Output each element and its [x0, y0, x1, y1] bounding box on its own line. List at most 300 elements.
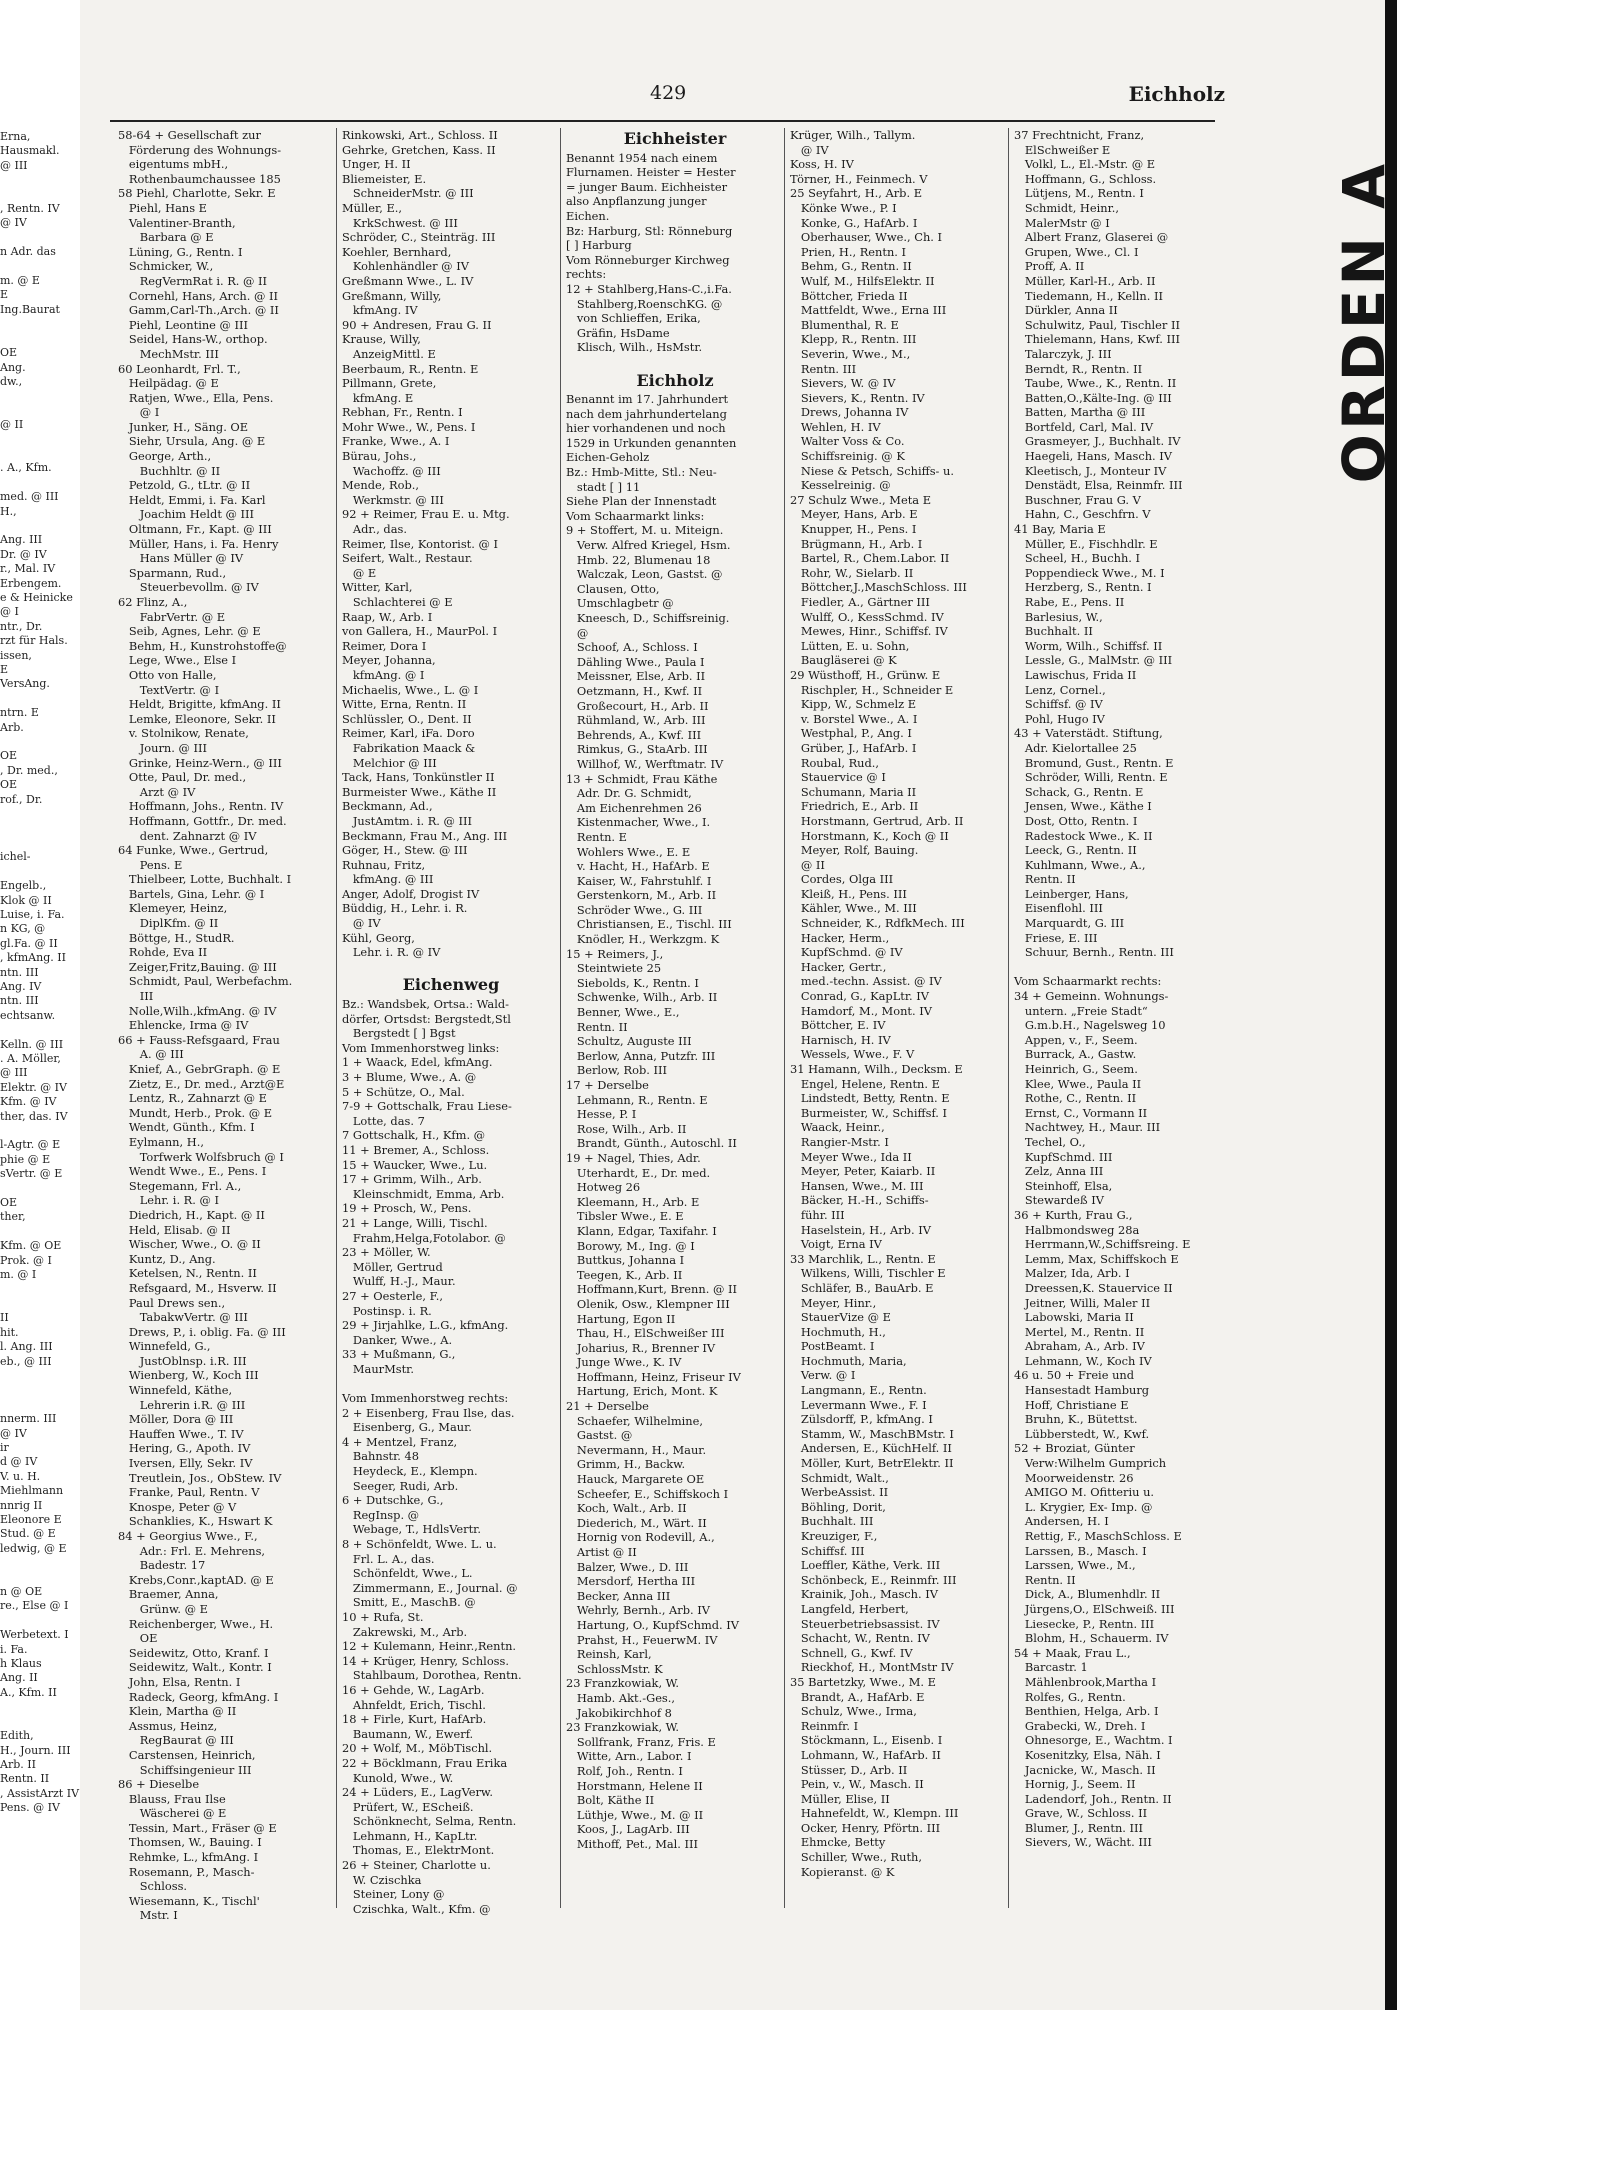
directory-line: Scheel, H., Buchh. I — [1014, 551, 1141, 566]
directory-line: Hartung, O., KupfSchmd. IV — [566, 1617, 740, 1632]
directory-line: Eisenberg, G., Maur. — [342, 1420, 472, 1435]
directory-line: Hans Müller @ IV — [118, 551, 244, 566]
directory-line: Bz.: Hmb-Mitte, Stl.: Neu- — [566, 465, 717, 480]
directory-line: Engel, Helene, Rentn. E — [790, 1076, 940, 1091]
directory-line: Artist @ II — [566, 1545, 637, 1559]
directory-line: Diedrich, H., Kapt. @ II — [118, 1207, 265, 1222]
directory-line: Kleinschmidt, Emma, Arb. — [342, 1186, 505, 1201]
fragment-line: E — [0, 663, 9, 677]
directory-line: dent. Zahnarzt @ IV — [118, 828, 257, 843]
directory-line: Rühmland, W., Arb. III — [566, 713, 706, 728]
directory-line: Verw:Wilhelm Gumprich — [1014, 1456, 1167, 1471]
directory-line: Zimmermann, E., Journal. @ — [342, 1580, 518, 1595]
fragment-line: A., Kfm. II — [0, 1685, 57, 1699]
directory-line: Grasmeyer, J., Buchhalt. IV — [1014, 434, 1181, 449]
directory-line: Larssen, Wwe., M., — [1014, 1558, 1136, 1573]
directory-line: @ I — [118, 405, 160, 420]
directory-line: Rabe, E., Pens. II — [1014, 595, 1125, 609]
directory-line: Wienberg, W., Koch III — [118, 1368, 259, 1383]
directory-line: 33 + Mußmann, G., — [342, 1347, 456, 1362]
directory-line: Ohnesorge, E., Wachtm. I — [1014, 1733, 1173, 1748]
directory-line: Seeger, Rudi, Arb. — [342, 1478, 459, 1493]
fragment-line: m. @ I — [0, 1268, 37, 1282]
directory-line: = junger Baum. Eichheister — [566, 179, 728, 194]
directory-line: Gehrke, Gretchen, Kass. II — [342, 142, 496, 157]
directory-line: Grave, W., Schloss. II — [1014, 1806, 1148, 1821]
directory-line: Mersdorf, Hertha III — [566, 1574, 696, 1589]
directory-line: 25 Seyfahrt, H., Arb. E — [790, 186, 923, 201]
directory-line: Petzold, G., tLtr. @ II — [118, 478, 251, 493]
directory-line: 12 + Stahlberg,Hans-C.,i.Fa. — [566, 281, 732, 296]
directory-line: Sievers, W. @ IV — [790, 376, 896, 391]
directory-line: Lehmann, H., KapLtr. — [342, 1828, 478, 1843]
directory-line: Jacnicke, W., Masch. II — [1014, 1762, 1156, 1777]
directory-line: Lenz, Cornel., — [1014, 682, 1106, 697]
directory-line: Lege, Wwe., Else I — [118, 653, 237, 668]
directory-line: Böttge, H., StudR. — [118, 930, 235, 945]
directory-line: Meyer, Rolf, Bauing. — [790, 843, 919, 858]
directory-line: Ocker, Henry, Pförtn. III — [790, 1820, 941, 1835]
directory-line: John, Elsa, Rentn. I — [118, 1674, 241, 1689]
directory-line: Buttkus, Johanna I — [566, 1253, 685, 1268]
edge-text: ORDEN A — [1330, 160, 1398, 484]
directory-line: Behrends, A., Kwf. III — [566, 727, 702, 742]
fragment-line: V. u. H. — [0, 1469, 41, 1483]
directory-line: KupfSchmd. III — [1014, 1149, 1113, 1164]
directory-line: Gastst. @ — [566, 1428, 633, 1443]
directory-line: Rebhan, Fr., Rentn. I — [342, 405, 463, 420]
directory-line: Benannt im 17. Jahrhundert — [566, 392, 729, 407]
directory-line: med.-techn. Assist. @ IV — [790, 974, 942, 989]
directory-line: 23 + Möller, W. — [342, 1245, 431, 1260]
directory-line: Hmb. 22, Blumenau 18 — [566, 552, 711, 567]
directory-line: Batten, Martha @ III — [1014, 405, 1146, 420]
directory-line: Leeck, G., Rentn. II — [1014, 843, 1137, 858]
directory-line: Witte, Arn., Labor. I — [566, 1749, 692, 1764]
directory-line: Andersen, H. I — [1014, 1514, 1109, 1529]
directory-line: 26 + Steiner, Charlotte u. — [342, 1858, 491, 1873]
fragment-line: Luise, i. Fa. — [0, 907, 65, 921]
directory-line: Mundt, Herb., Prok. @ E — [118, 1105, 273, 1120]
directory-line: AnzeigMittl. E — [342, 346, 436, 361]
fragment-line: Miehlmann — [0, 1484, 64, 1498]
directory-line: Schiffsreinig. @ K — [790, 449, 905, 464]
fragment-line: rzt für Hals. — [0, 634, 68, 648]
directory-line: Lotte, das. 7 — [342, 1113, 425, 1128]
directory-line: Knospe, Peter @ V — [118, 1499, 237, 1514]
directory-line: Raap, W., Arb. I — [342, 609, 433, 624]
directory-line: Schmidt, Heinr., — [1014, 200, 1120, 215]
directory-line: @ E — [342, 565, 377, 580]
directory-line: Bürau, Johs., — [342, 449, 417, 464]
directory-line: 43 + Vaterstädt. Stiftung, — [1014, 726, 1163, 741]
directory-line: Dürkler, Anna II — [1014, 303, 1118, 318]
directory-line: Wehrly, Bernh., Arb. IV — [566, 1603, 710, 1618]
fragment-line: Arb. — [0, 720, 24, 734]
directory-line: @ IV — [342, 916, 381, 931]
directory-line: Beckmann, Frau M., Ang. III — [342, 828, 508, 843]
directory-line: 19 + Prosch, W., Pens. — [342, 1201, 472, 1216]
directory-line: Hochmuth, Maria, — [790, 1353, 907, 1368]
directory-line: Hoffmann, Gottfr., Dr. med. — [118, 813, 287, 828]
directory-line: Knödler, H., Werkzgm. K — [566, 932, 720, 947]
fragment-line — [0, 1124, 80, 1138]
directory-line: Kleiß, H., Pens. III — [790, 886, 907, 901]
directory-line: Böttcher, Frieda II — [790, 288, 908, 303]
directory-line: Eichen-Geholz — [566, 450, 650, 465]
fragment-line: d @ IV — [0, 1455, 38, 1469]
directory-line: Rentn. E — [566, 829, 627, 844]
directory-line: Blumer, J., Rentn. III — [1014, 1820, 1144, 1835]
column-divider — [336, 128, 337, 1908]
directory-line: Conrad, G., KapLtr. IV — [790, 989, 929, 1004]
directory-line: RegVermRat i. R. @ II — [118, 273, 268, 288]
directory-line: v. Hacht, H., HafArb. E — [566, 859, 710, 874]
fragment-line: Ang. IV — [0, 979, 42, 993]
directory-line: Benannt 1954 nach einem — [566, 150, 718, 165]
directory-line: 21 + Lange, Willi, Tischl. — [342, 1215, 488, 1230]
directory-line: Heydeck, E., Klempn. — [342, 1464, 478, 1479]
fragment-line: rof., Dr. — [0, 792, 43, 806]
directory-line: G.m.b.H., Nagelsweg 10 — [1014, 1018, 1166, 1033]
directory-line: 27 Schulz Wwe., Meta E — [790, 492, 932, 507]
directory-line: Carstensen, Heinrich, — [118, 1747, 256, 1762]
directory-line: führ. III — [790, 1207, 845, 1222]
fragment-line — [0, 188, 80, 202]
directory-line: Proff, A. II — [1014, 259, 1085, 274]
directory-line: MechMstr. III — [118, 346, 219, 361]
directory-line: Meyer, Hinr., — [790, 1295, 877, 1310]
directory-line: Zülsdorff, P., kfmAng. I — [790, 1412, 933, 1427]
directory-line: Barlesius, W., — [1014, 609, 1103, 624]
fragment-line: eb., @ III — [0, 1354, 52, 1368]
fragment-line — [0, 836, 80, 850]
directory-line: Rentn. II — [1014, 872, 1076, 887]
directory-line: Rentn. II — [566, 1019, 628, 1034]
fragment-line: ntn. III — [0, 994, 39, 1008]
fragment-line: , kfmAng. II — [0, 951, 66, 965]
directory-line: ElSchweißer E — [1014, 142, 1111, 157]
column-divider — [560, 128, 561, 1908]
directory-line: Cordes, Olga III — [790, 872, 894, 887]
directory-line: Drews, Johanna IV — [790, 405, 909, 420]
directory-line: Benner, Wwe., E., — [566, 1005, 680, 1020]
directory-line: Kunold, Wwe., W. — [342, 1770, 454, 1785]
directory-line: 27 + Oesterle, F., — [342, 1288, 443, 1303]
directory-line: Pohl, Hugo IV — [1014, 711, 1105, 726]
directory-line: Sollfrank, Franz, Fris. E — [566, 1734, 716, 1749]
fragment-line: Ang. II — [0, 1671, 38, 1685]
fragment-line: @ III — [0, 158, 28, 172]
fragment-line: OE — [0, 346, 18, 360]
fragment-line: OE — [0, 778, 18, 792]
directory-line: Hornig, J., Seem. II — [1014, 1777, 1136, 1792]
directory-line: Nolle,Wilh.,kfmAng. @ IV — [118, 1003, 277, 1018]
directory-line: Nevermann, H., Maur. — [566, 1442, 707, 1457]
directory-line: Gerstenkorn, M., Arb. II — [566, 888, 717, 903]
fragment-line: ntr., Dr. — [0, 619, 43, 633]
fragment-line: Engelb., — [0, 879, 47, 893]
directory-line: 1 + Waack, Edel, kfmAng. — [342, 1055, 493, 1070]
fragment-line: Eleonore E — [0, 1513, 62, 1526]
directory-line: Rentn. II — [1014, 1572, 1076, 1587]
fragment-line: n Adr. das — [0, 245, 56, 259]
directory-line: Siehe Plan der Innenstadt — [566, 494, 717, 509]
fragment-line — [0, 476, 80, 490]
directory-line: Göger, H., Stew. @ III — [342, 843, 468, 858]
directory-line: Schumann, Maria II — [790, 784, 917, 799]
directory-line: v. Borstel Wwe., A. I — [790, 711, 918, 726]
directory-line: Tack, Hans, Tonkünstler II — [342, 770, 495, 785]
directory-line: Schulz, Wwe., Irma, — [790, 1704, 917, 1719]
directory-line: Journ. @ III — [118, 740, 208, 755]
directory-line: Knupper, H., Pens. I — [790, 522, 917, 537]
directory-line: Thau, H., ElSchweißer III — [566, 1326, 725, 1341]
directory-line: Kneesch, D., Schiffsreinig. — [566, 611, 730, 625]
directory-line: Vom Schaarmarkt rechts: — [1014, 974, 1162, 989]
directory-line: Siebolds, K., Rentn. I — [566, 975, 699, 990]
directory-line: MalerMstr @ I — [1014, 215, 1110, 230]
fragment-line: dw., — [0, 374, 23, 388]
fragment-line: ir — [0, 1440, 9, 1454]
page-header — [105, 82, 1225, 122]
directory-line: Grüber, J., HafArb. I — [790, 740, 917, 755]
fragment-line: Stud. @ E — [0, 1527, 56, 1541]
directory-line: Grimm, H., Backw. — [566, 1457, 686, 1472]
directory-line: Hotweg 26 — [566, 1180, 641, 1195]
directory-line: Ketelsen, N., Rentn. II — [118, 1266, 257, 1281]
directory-line: III — [118, 989, 154, 1004]
street-heading: Eichholz — [636, 370, 714, 390]
directory-line: Fabrikation Maack & — [342, 740, 476, 755]
directory-line: Kuntz, D., Ang. — [118, 1251, 216, 1266]
directory-line: Klisch, Wilh., HsMstr. — [566, 340, 703, 355]
directory-line: W. Czischka — [342, 1872, 422, 1887]
directory-line: Möller, Kurt, BetrElektr. II — [790, 1456, 954, 1471]
directory-line: Sparmann, Rud., — [118, 565, 227, 580]
directory-line: Meyer Wwe., Ida II — [790, 1149, 912, 1164]
fragment-line — [0, 389, 80, 403]
directory-line: Oltmann, Fr., Kapt. @ III — [118, 522, 272, 537]
directory-line: 23 Franzkowiak, W. — [566, 1720, 680, 1735]
directory-line: Kaiser, W., Fahrstuhlf. I — [566, 873, 712, 888]
fragment-line — [0, 1182, 80, 1196]
directory-line: Zeiger,Fritz,Bauing. @ III — [118, 959, 277, 974]
directory-line: Stauervice @ I — [790, 770, 886, 785]
directory-line — [566, 355, 784, 370]
directory-line: Lessle, G., MalMstr. @ III — [1014, 653, 1173, 668]
directory-line: Kühl, Georg, — [342, 930, 415, 945]
directory-line: Müller, Elise, II — [790, 1791, 890, 1806]
directory-line: Reinsh, Karl, — [566, 1647, 652, 1662]
fragment-line: Kfm. @ OE — [0, 1239, 62, 1253]
directory-line: Junker, H., Säng. OE — [118, 419, 249, 434]
directory-line: 58-64 + Gesellschaft zur — [118, 128, 261, 142]
directory-line: Lehr. i. R. @ I — [118, 1193, 220, 1208]
directory-line: Heilpädag. @ E — [118, 376, 219, 391]
directory-line: Hamb. Akt.-Ges., — [566, 1690, 676, 1705]
fragment-line: Ing.Baurat — [0, 302, 60, 316]
directory-line: Unger, H. II — [342, 157, 411, 172]
fragment-line: Hausmakl. — [0, 144, 60, 158]
fragment-line: l. Ang. III — [0, 1340, 53, 1354]
directory-line: kfmAng. IV — [342, 303, 418, 318]
directory-line: AMIGO M. Ofitteriu u. — [1014, 1485, 1155, 1500]
directory-line: Bz.: Wandsbek, Ortsa.: Wald- — [342, 997, 509, 1012]
directory-line: Hochmuth, H., — [790, 1324, 886, 1339]
directory-line: Andersen, E., KüchHelf. II — [790, 1441, 952, 1456]
directory-line: Hornig von Rodevill, A., — [566, 1530, 715, 1545]
fragment-line: Elektr. @ IV — [0, 1080, 67, 1094]
directory-line: Hacker, Gertr., — [790, 959, 887, 974]
directory-line: Vom Immenhorstweg links: — [342, 1040, 500, 1055]
directory-line: Benthien, Helga, Arb. I — [1014, 1704, 1159, 1719]
directory-line: Rentn. III — [790, 361, 857, 376]
directory-line: Flurnamen. Heister = Hester — [566, 165, 736, 180]
fragment-line: re., Else @ I — [0, 1599, 69, 1613]
directory-line: Fiedler, A., Gärtner III — [790, 595, 930, 609]
directory-line: Meyer, Peter, Kaiarb. II — [790, 1164, 936, 1179]
directory-line: Krainik, Joh., Masch. IV — [790, 1587, 938, 1602]
fragment-line: H., Journ. III — [0, 1743, 71, 1757]
fragment-line: ntn. III — [0, 965, 39, 979]
directory-line: Kistenmacher, Wwe., I. — [566, 815, 711, 830]
directory-line: Kipp, W., Schmelz E — [790, 697, 917, 712]
directory-line: Bergstedt [ ] Bgst — [342, 1026, 456, 1041]
fragment-line — [0, 865, 80, 879]
directory-line: Rose, Wilh., Arb. II — [566, 1121, 687, 1136]
directory-line: Drews, P., i. oblig. Fa. @ III — [118, 1324, 286, 1339]
running-title: Eichholz — [1128, 82, 1225, 106]
directory-line: Lütten, E. u. Sohn, — [790, 638, 910, 653]
directory-line: Thomsen, W., Bauing. I — [118, 1835, 262, 1850]
directory-line: @ II — [790, 857, 825, 872]
fragment-line: @ IV — [0, 1426, 27, 1440]
fragment-line: ledwig, @ E — [0, 1541, 67, 1555]
fragment-line — [0, 1225, 80, 1239]
directory-line: 23 Franzkowiak, W. — [566, 1676, 680, 1691]
directory-line: Meyer, Johanna, — [342, 653, 436, 668]
adjacent-page-edge — [1320, 160, 1398, 2010]
fragment-line — [0, 1715, 80, 1729]
directory-line: Rehmke, L., kfmAng. I — [118, 1850, 259, 1865]
directory-line: hier vorhandenen und noch — [566, 421, 726, 436]
fragment-line — [0, 692, 80, 706]
directory-line: Ehmcke, Betty — [790, 1835, 886, 1850]
directory-line: Junge Wwe., K. IV — [566, 1355, 682, 1370]
directory-line: Roubal, Rud., — [790, 755, 880, 770]
fragment-line: II — [0, 1311, 9, 1325]
directory-line: Diederich, M., Wärt. II — [566, 1515, 707, 1530]
column-divider — [784, 128, 785, 1908]
directory-line: 1529 in Urkunden genannten — [566, 435, 737, 450]
directory-line: Schiffsf. III — [790, 1543, 865, 1558]
directory-line: stadt [ ] 11 — [566, 479, 641, 494]
directory-line: 4 + Mentzel, Franz, — [342, 1434, 458, 1449]
fragment-line: Kelln. @ III — [0, 1037, 64, 1051]
fragment-line: phie @ E — [0, 1152, 51, 1166]
directory-line: Treutlein, Jos., ObStew. IV — [118, 1470, 282, 1485]
directory-line: kfmAng. @ I — [342, 667, 425, 682]
directory-line: 34 + Gemeinn. Wohnungs- — [1014, 989, 1169, 1004]
directory-line: Kreuziger, F., — [790, 1529, 878, 1543]
directory-line: Walczak, Leon, Gastst. @ — [566, 567, 723, 582]
directory-line: 36 + Kurth, Frau G., — [1014, 1207, 1133, 1222]
directory-line — [342, 1376, 560, 1391]
directory-line: Burmeister, W., Schiffsf. I — [790, 1105, 948, 1120]
directory-line: Schnell, G., Kwf. IV — [790, 1645, 913, 1660]
fragment-line: @ II — [0, 418, 24, 432]
directory-line: Thielbeer, Lotte, Buchhalt. I — [118, 872, 292, 887]
directory-line: 24 + Lüders, E., LagVerw. — [342, 1785, 493, 1800]
directory-line: Mattfeldt, Wwe., Erna III — [790, 303, 947, 318]
directory-line: Hoffmann, G., Schloss. — [1014, 171, 1157, 186]
directory-line: Hahnefeldt, W., Klempn. III — [790, 1806, 959, 1821]
directory-line: Larssen, B., Masch. I — [1014, 1543, 1147, 1558]
directory-line: Franke, Paul, Rentn. V — [118, 1485, 260, 1500]
directory-line: 64 Funke, Wwe., Gertrud, — [118, 843, 269, 858]
directory-line: Reichenberger, Wwe., H. — [118, 1616, 274, 1631]
directory-line: Teegen, K., Arb. II — [566, 1267, 683, 1282]
fragment-line: sVertr. @ E — [0, 1167, 63, 1181]
directory-line: Kopieranst. @ K — [790, 1864, 895, 1879]
fragment-line — [0, 231, 80, 245]
directory-line: Kleemann, H., Arb. E — [566, 1194, 700, 1209]
directory-line: Horstmann, K., Koch @ II — [790, 828, 949, 843]
directory-line: Levermann Wwe., F. I — [790, 1397, 927, 1412]
directory-line: Lehrerin i.R. @ III — [118, 1397, 246, 1412]
directory-line: Rohde, Eva II — [118, 945, 208, 960]
directory-line: A. @ III — [118, 1047, 184, 1062]
directory-line: Steinhoff, Elsa, — [1014, 1178, 1113, 1193]
directory-line: Winnefeld, Käthe, — [118, 1383, 233, 1398]
fragment-line: Erbengem. — [0, 576, 62, 590]
directory-line: 16 + Gehde, W., LagArb. — [342, 1682, 485, 1697]
directory-line: Heldt, Brigitte, kfmAng. II — [118, 697, 281, 712]
fragment-line: m. @ E — [0, 274, 40, 288]
directory-line: 20 + Wolf, M., MöbTischl. — [342, 1741, 493, 1756]
directory-line: Blauss, Frau Ilse — [118, 1791, 226, 1806]
directory-line: StauerVize @ E — [790, 1310, 891, 1325]
directory-line: TextVertr. @ I — [118, 682, 220, 697]
directory-line: Nachtwey, H., Maur. III — [1014, 1120, 1161, 1135]
directory-line: Reimer, Karl, iFa. Doro — [342, 726, 475, 741]
directory-line: kfmAng. @ III — [342, 872, 434, 887]
directory-line: Schaefer, Wilhelmine, — [566, 1413, 703, 1428]
directory-line: George, Arth., — [118, 449, 212, 464]
directory-line: Schönfeldt, Wwe., L. — [342, 1566, 473, 1581]
directory-line: Halbmondsweg 28a — [1014, 1222, 1140, 1237]
directory-line: Wessels, Wwe., F. V — [790, 1047, 915, 1062]
directory-line: JustAmtm. i. R. @ III — [342, 813, 473, 828]
directory-line: Burrack, A., Gastw. — [1014, 1047, 1137, 1062]
directory-line: Böttcher,J.,MaschSchloss. III — [790, 580, 967, 595]
directory-line: Severin, Wwe., M., — [790, 346, 911, 361]
fragment-line: @ III — [0, 1066, 28, 1080]
directory-line: Rinkowski, Art., Schloss. II — [342, 128, 498, 142]
fragment-line: i. Fa. — [0, 1642, 28, 1656]
directory-line: Müller, Karl-H., Arb. II — [1014, 273, 1156, 288]
directory-line: 17 + Grimm, Wilh., Arb. — [342, 1172, 482, 1187]
directory-line: Taube, Wwe., K., Rentn. II — [1014, 376, 1177, 391]
directory-line: Dost, Otto, Rentn. I — [1014, 813, 1138, 828]
directory-line: Steiner, Lony @ — [342, 1887, 445, 1902]
fragment-line: Ang. III — [0, 533, 43, 547]
directory-line: Dähling Wwe., Paula I — [566, 654, 705, 669]
directory-line: Schönknecht, Selma, Rentn. — [342, 1814, 517, 1829]
directory-line: Schack, G., Rentn. E — [1014, 784, 1144, 799]
directory-line: Krebs,Conr.,kaptAD. @ E — [118, 1572, 274, 1587]
